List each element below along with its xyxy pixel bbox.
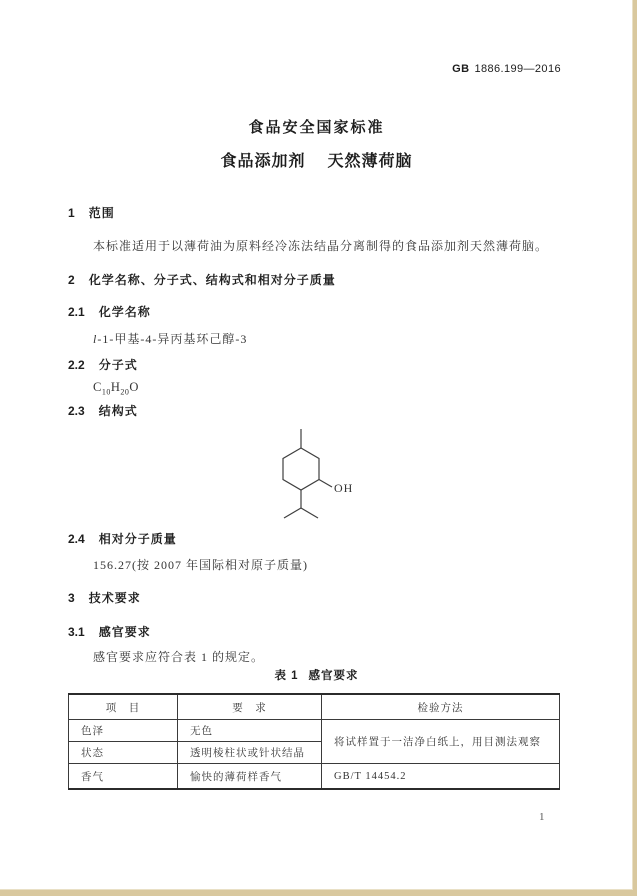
section-title: 化学名称、分子式、结构式和相对分子质量 [88, 273, 336, 287]
chemical-name [93, 330, 247, 347]
scope-paragraph: 本标准适用于以薄荷油为原料经冷冻法结晶分离制得的食品添加剂天然薄荷脑。 [93, 239, 549, 253]
section-number: 1 [68, 206, 75, 220]
section-title: 感官要求 [98, 625, 151, 639]
document-subtitle [0, 148, 633, 171]
section-2-heading [68, 271, 336, 288]
sensory-requirements-table [68, 693, 560, 790]
table-row [69, 764, 560, 790]
hydroxyl-label: OH [334, 481, 354, 495]
cell-requirement-state: 透明棱柱状或针状结晶 [178, 742, 322, 764]
section-number: 2.1 [68, 305, 85, 319]
cell-item-aroma: 香气 [69, 764, 178, 790]
section-title: 分子式 [98, 358, 138, 372]
header-method: 检验方法 [322, 694, 560, 720]
table-caption-label: 表 1 [274, 670, 299, 682]
cell-item-state: 状态 [69, 742, 178, 764]
section-number: 2 [68, 273, 75, 287]
section-3-1-heading [68, 623, 151, 640]
section-title: 结构式 [98, 404, 138, 418]
formula-c-subscript: 10 [101, 387, 111, 397]
chemical-name-stereo-prefix: l [93, 332, 98, 346]
section-number: 3 [68, 591, 75, 605]
section-number: 2.2 [68, 358, 85, 372]
subtitle-additive: 食品添加剂 [220, 153, 306, 170]
chemical-name-rest: -1-甲基-4-异丙基环己醇-3 [97, 332, 248, 346]
formula-h-subscript: 20 [120, 387, 130, 397]
section-title: 化学名称 [98, 305, 151, 319]
section-2-3-heading [68, 402, 138, 419]
cell-method-aroma: GB/T 14454.2 [322, 764, 560, 790]
section-2-4-heading [68, 530, 177, 547]
page-number: 1 [539, 811, 545, 823]
table-header-row [69, 694, 560, 720]
standard-code [452, 63, 561, 75]
section-title: 范围 [88, 206, 115, 220]
section-2-2-heading [68, 356, 138, 373]
section-title: 相对分子质量 [98, 532, 177, 546]
bond-isopropyl-left [284, 508, 301, 518]
table-caption-title: 感官要求 [308, 670, 359, 682]
formula-h: H [110, 380, 121, 394]
standard-code-number: 1886.199—2016 [474, 63, 561, 75]
sensory-intro-paragraph: 感官要求应符合表 1 的规定。 [93, 650, 265, 664]
bond-isopropyl-right [301, 508, 318, 518]
header-requirement: 要 求 [178, 694, 322, 720]
section-number: 3.1 [68, 625, 85, 639]
cyclohexane-ring [283, 448, 319, 490]
section-number: 2.4 [68, 532, 85, 546]
molecular-formula [93, 380, 139, 397]
table-1-caption [0, 667, 633, 683]
formula-c: C [93, 380, 102, 394]
section-3-heading [68, 589, 141, 606]
section-2-1-heading [68, 303, 151, 320]
document-title: 食品安全国家标准 [248, 119, 385, 136]
section-number: 2.3 [68, 404, 85, 418]
section-1-heading [68, 204, 115, 221]
cell-item-color: 色泽 [69, 720, 178, 742]
menthol-structure-diagram [266, 423, 366, 525]
section-title: 技术要求 [88, 591, 141, 605]
cell-requirement-aroma: 愉快的薄荷样香气 [178, 764, 322, 790]
relative-mass-value: 156.27(按 2007 年国际相对原子质量) [93, 558, 308, 572]
subtitle-substance: 天然薄荷脑 [327, 153, 413, 170]
table-row [69, 720, 560, 742]
cell-requirement-color: 无色 [178, 720, 322, 742]
formula-o: O [129, 380, 139, 394]
header-item: 项 目 [69, 694, 178, 720]
cell-method-visual: 将试样置于一洁净白纸上，用目测法观察 [322, 720, 560, 764]
standard-code-prefix: GB [452, 63, 470, 75]
bond-hydroxyl [319, 480, 332, 488]
